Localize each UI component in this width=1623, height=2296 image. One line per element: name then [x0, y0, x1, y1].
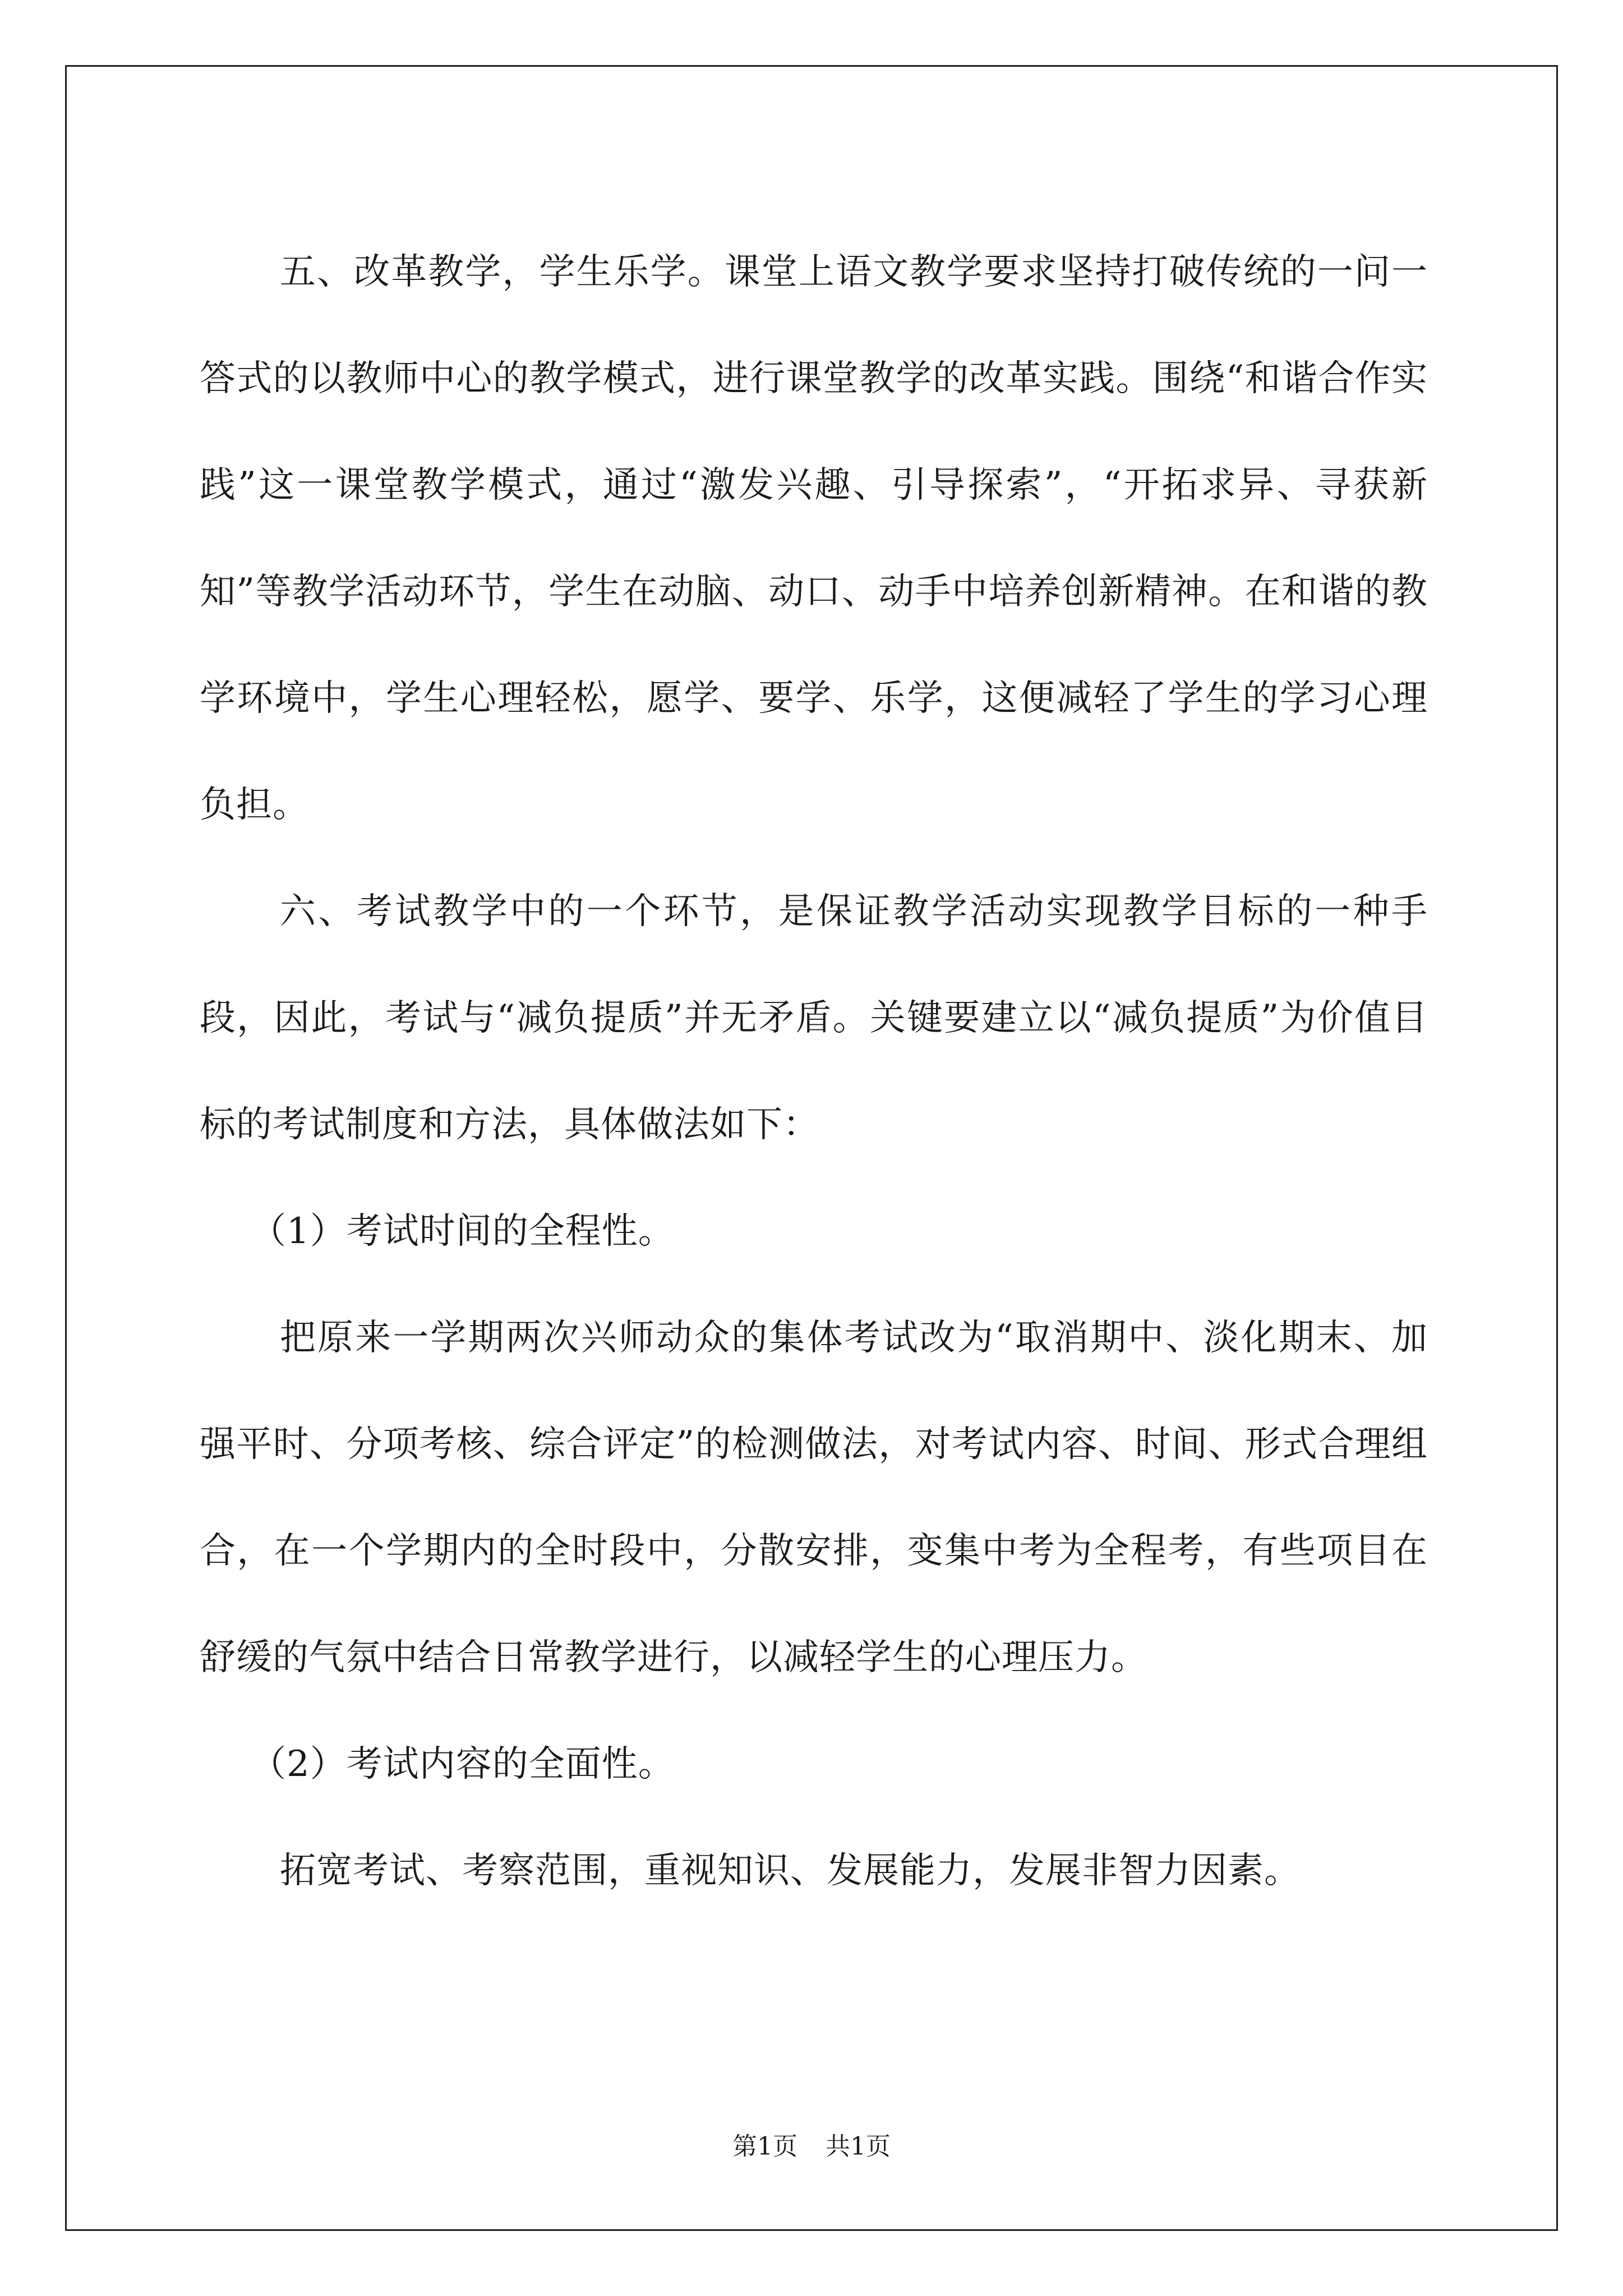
page-number: 第1页	[732, 2132, 797, 2161]
paragraph-exam-time: 把原来一学期两次兴师动众的集体考试改为“取消期中、淡化期末、加强平时、分项考核、综合评定”的检测做法，对考试内容、时间、形式合理组合，在一个学期内的全时段中，分散安排，变集中考为全程考，有些项目在舒缓的气氛中结合日常教学进行，以减轻学生的心理压力。	[200, 1317, 1428, 1678]
document-body	[200, 219, 1428, 1924]
paragraph-exam-content: 拓宽考试、考察范围，重视知识、发展能力，发展非智力因素。	[280, 1850, 1301, 1892]
page-footer	[0, 2126, 1623, 2162]
subheading-exam-time: （1）考试时间的全程性。	[250, 1211, 675, 1252]
paragraph-reform-teaching: 五、改革教学，学生乐学。课堂上语文教学要求坚持打破传统的一问一答式的以教师中心的教学模式，进行课堂教学的改革实践。围绕“和谐合作实践”这一课堂教学模式，通过“激发兴趣、引导探索”，“开拓求异、寻获新知”等教学活动环节，学生在动脑、动口、动手中培养创新精神。在和谐的教学环境中，学生心理轻松，愿学、要学、乐学，这便减轻了学生的学习心理负担。	[200, 251, 1428, 826]
subheading-exam-content: （2）考试内容的全面性。	[250, 1743, 675, 1785]
page-total: 共1页	[826, 2132, 891, 2161]
paragraph-exam-intro: 六、考试教学中的一个环节，是保证教学活动实现教学目标的一种手段，因此，考试与“减负提质”并无矛盾。关键要建立以“减负提质”为价值目标的考试制度和方法，具体做法如下：	[200, 891, 1428, 1145]
